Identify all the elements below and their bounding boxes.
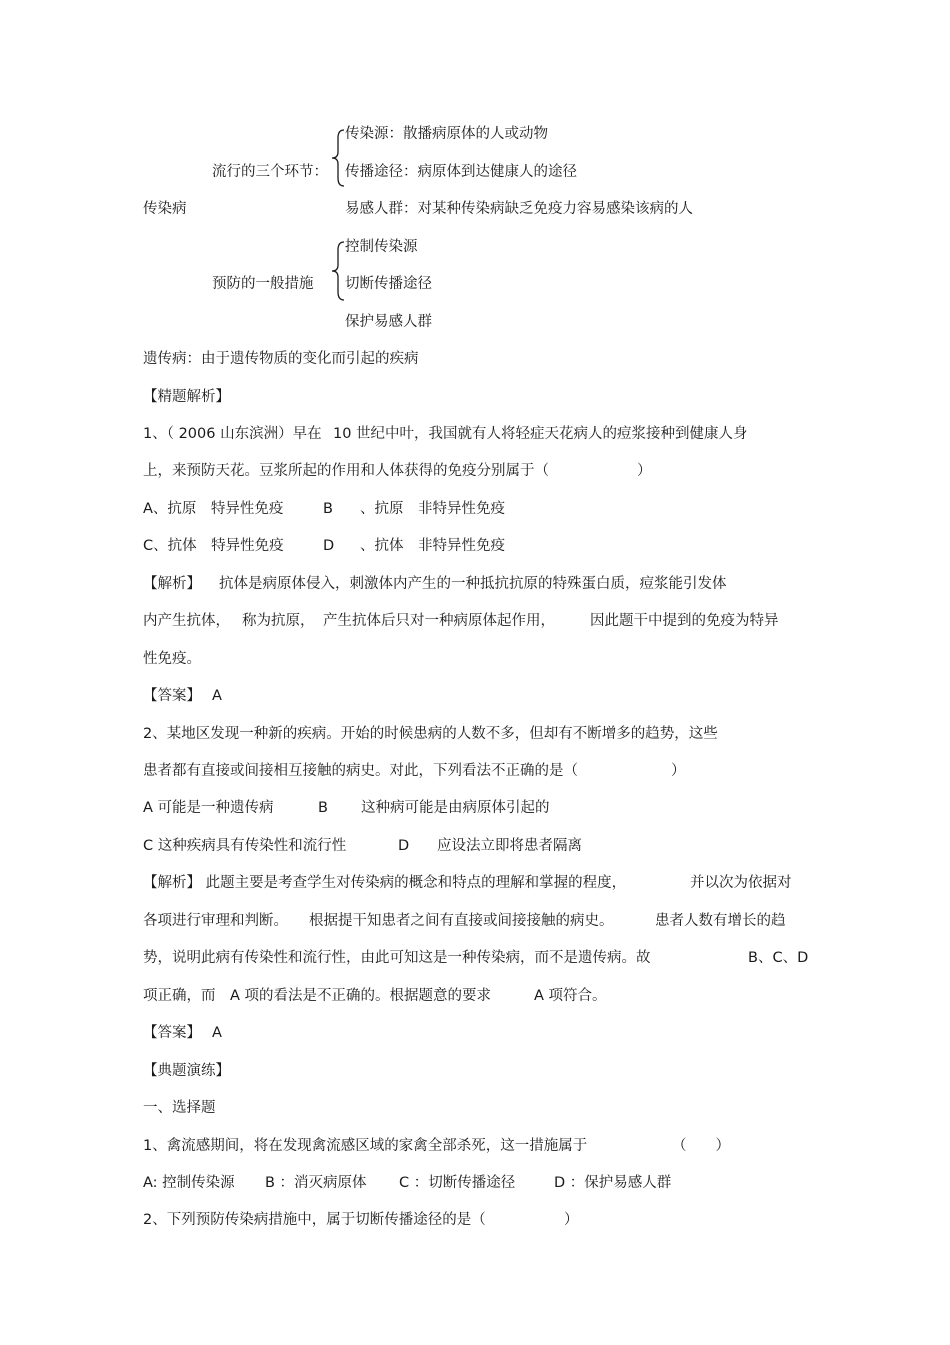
route-line: 传播途径：病原体到达健康人的途径 [345,164,577,180]
q2-analysis-line4b: A 项的看法是不正确的。根据题意的要求 [230,988,492,1004]
q1-option-b-text: 、抗原 非特异性免疫 [360,501,505,517]
q2-option-a: A 可能是一种遗传病 [143,800,274,816]
source-line: 传染源：散播病原体的人或动物 [345,126,548,142]
q2-analysis-line4c: A 项符合。 [534,988,607,1004]
measure-control-source: 控制传染源 [345,239,418,255]
q1-option-d-letter: D [323,538,335,554]
q1-option-c: C、抗体 特异性免疫 [143,538,284,554]
q1-option-b-letter: B [323,501,333,517]
q2-analysis-line2c: 患者人数有增长的趋 [655,913,786,929]
q2-stem-a: 2、某地区发现一种新的疾病。开始的时候患病的人数不多，但却有不断增多的趋势，这些 [143,726,718,742]
disease-label: 传染病 [143,201,187,217]
p1-option-a: A: 控制传染源 [143,1175,235,1191]
prevention-label: 预防的一般措施 [212,276,314,292]
p2-stem-close: ） [564,1212,579,1228]
p1-option-d: D ：保护易感人群 [554,1175,672,1191]
q1-analysis-line2b: 称为抗原， [242,613,315,629]
q2-analysis-line2a: 各项进行审理和判断。 [143,913,288,929]
host-line: 易感人群：对某种传染病缺乏免疫力容易感染该病的人 [345,201,693,217]
q2-analysis-line2b: 根据提干知患者之间有直接或间接接触的病史。 [309,913,614,929]
q1-stem-a: 1、（ 2006 山东滨洲）早在 [143,426,322,442]
q2-analysis-line1b: 并以次为依据对 [690,875,792,891]
practice-heading: 【典题演练】 [143,1063,230,1079]
q2-stem-close: ） [671,763,686,779]
q1-option-a: A、抗原 特异性免疫 [143,501,284,517]
q1-option-d-text: 、抗体 非特异性免疫 [360,538,505,554]
analysis-heading: 【精题解析】 [143,389,230,405]
q2-analysis-line3b: B、C、D [748,950,809,966]
section-multiple-choice: 一、选择题 [143,1100,216,1116]
q2-option-d-letter: D [398,838,410,854]
p1-option-c: C ：切断传播途径 [399,1175,516,1191]
q2-analysis-line4a: 项正确，而 [143,988,216,1004]
q1-answer-label: 【答案】 [143,688,201,704]
q2-option-c: C 这种疾病具有传染性和流行性 [143,838,347,854]
q2-answer-value: A [212,1025,222,1041]
q1-analysis-line3: 性免疫。 [143,651,201,667]
q1-answer-value: A [212,688,222,704]
measure-cut-route: 切断传播途径 [345,276,432,292]
q1-stem-close: ） [637,463,652,479]
q1-analysis-line2a: 内产生抗体， [143,613,230,629]
q2-analysis-line1a: 【解析】 此题主要是考查学生对传染病的概念和特点的理解和掌握的程度， [143,875,627,891]
q1-analysis-line2d: 因此题干中提到的免疫为特异 [590,613,779,629]
q2-option-d-text: 应设法立即将患者隔离 [437,838,582,854]
q1-analysis-line1: 抗体是病原体侵入，刺激体内产生的一种抵抗抗原的特殊蛋白质，痘浆能引发体 [219,576,727,592]
q2-analysis-line3a: 势，说明此病有传染性和流行性，由此可知这是一种传染病，而不是遗传病。故 [143,950,651,966]
q1-stem-c: 上，来预防天花。豆浆所起的作用和人体获得的免疫分别属于（ [143,463,549,479]
p1-option-b: B ：消灭病原体 [265,1175,367,1191]
q2-option-b-letter: B [318,800,328,816]
measure-protect-host: 保护易感人群 [345,314,432,330]
q2-option-b-text: 这种病可能是由病原体引起的 [361,800,550,816]
genetic-disease-definition: 遗传病：由于遗传物质的变化而引起的疾病 [143,351,419,367]
p1-stem: 1、禽流感期间，将在发现禽流感区域的家禽全部杀死，这一措施属于 [143,1138,588,1154]
q2-stem-b: 患者都有直接或间接相互接触的病史。对此，下列看法不正确的是（ [143,763,578,779]
p2-stem: 2、下列预防传染病措施中，属于切断传播途径的是（ [143,1212,486,1228]
q1-stem-b: 10 世纪中叶，我国就有人将轻症天花病人的痘浆接种到健康人身 [333,426,748,442]
q2-answer-label: 【答案】 [143,1025,201,1041]
p1-answer-paren: （ ） [672,1138,730,1154]
chain-label: 流行的三个环节： [212,164,328,180]
prevention-brace [330,240,346,302]
q1-analysis-label: 【解析】 [143,576,201,592]
q1-analysis-line2c: 产生抗体后只对一种病原体起作用， [323,613,555,629]
chain-brace [330,128,346,188]
